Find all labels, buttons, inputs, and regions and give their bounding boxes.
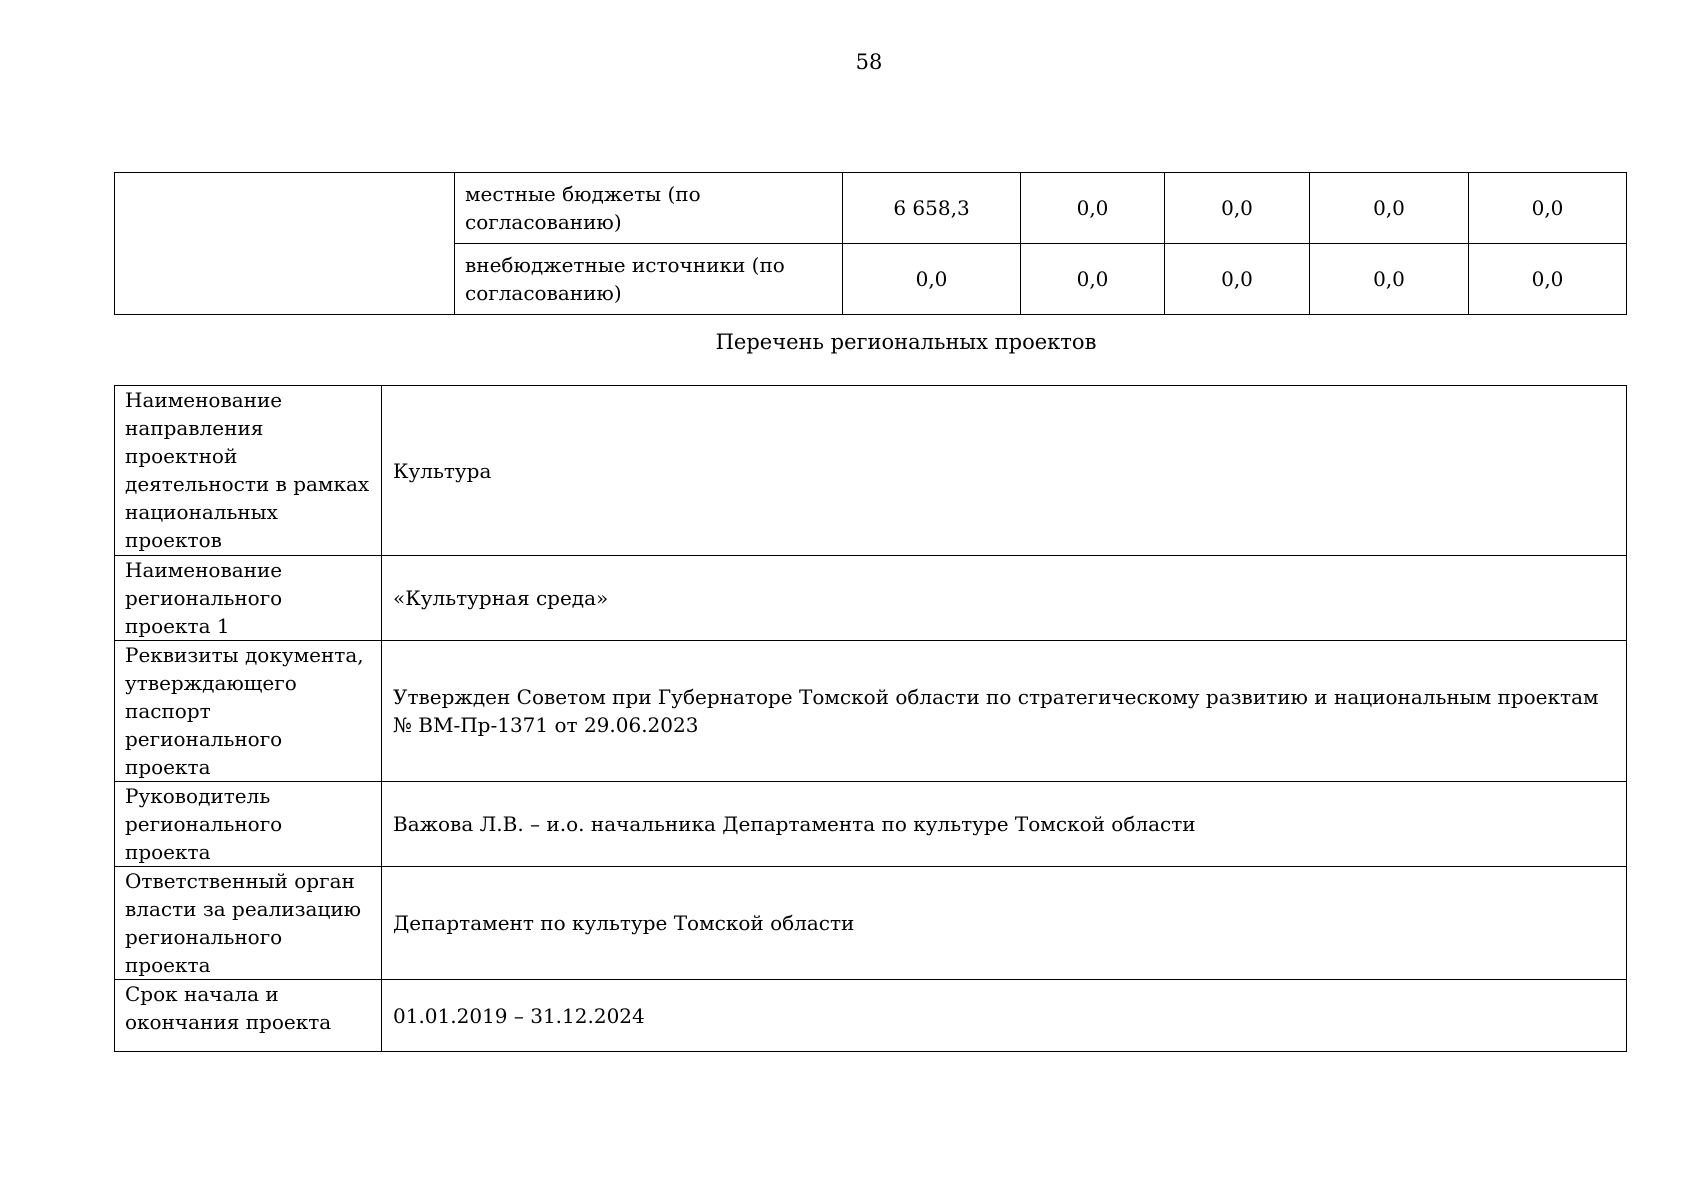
row-value-cell: Департамент по культуре Томской области [382, 867, 1627, 980]
value-cell: 0,0 [1469, 244, 1627, 315]
row-value-cell: 01.01.2019 – 31.12.2024 [382, 980, 1627, 1052]
value-cell: 0,0 [1165, 173, 1310, 244]
row-label-cell: Наименование регионального проекта 1 [115, 556, 382, 641]
section-title: Перечень региональных проектов [715, 330, 1097, 354]
funding-source-cell: местные бюджеты (по согласованию) [455, 173, 843, 244]
table-row [115, 386, 1627, 556]
row-label-cell: Наименование направления проектной деятельности в рамках национальных проектов [115, 386, 382, 556]
value-cell: 6 658,3 [843, 173, 1021, 244]
table-row [115, 556, 1627, 641]
regional-projects-table [114, 385, 1627, 1052]
table-row [115, 867, 1627, 980]
value-cell: 0,0 [843, 244, 1021, 315]
value-cell: 0,0 [1165, 244, 1310, 315]
value-cell: 0,0 [1021, 173, 1165, 244]
row-label-cell: Реквизиты документа, утверждающего паспорт регионального проекта [115, 641, 382, 782]
value-cell: 0,0 [1310, 173, 1469, 244]
row-label-cell: Ответственный орган власти за реализацию регионального проекта [115, 867, 382, 980]
table-row [115, 641, 1627, 782]
row-label-cell: Срок начала и окончания проекта [115, 980, 382, 1052]
row-label-cell: Руководитель регионального проекта [115, 782, 382, 867]
table-row [115, 173, 1627, 244]
value-cell: 0,0 [1021, 244, 1165, 315]
row-value-cell: Культура [382, 386, 1627, 556]
table-row [115, 782, 1627, 867]
row-value-cell: «Культурная среда» [382, 556, 1627, 641]
value-cell: 0,0 [1469, 173, 1627, 244]
row-value-cell: Утвержден Советом при Губернаторе Томской области по стратегическому развитию и национальным проектам № ВМ-Пр-1371 от 29.06.2023 [382, 641, 1627, 782]
financing-table [114, 172, 1627, 315]
funding-source-cell: внебюджетные источники (по согласованию) [455, 244, 843, 315]
row-value-cell: Важова Л.В. – и.о. начальника Департамента по культуре Томской области [382, 782, 1627, 867]
value-cell: 0,0 [1310, 244, 1469, 315]
page-number: 58 [855, 50, 883, 74]
empty-cell [115, 173, 455, 315]
table-row [115, 980, 1627, 1052]
